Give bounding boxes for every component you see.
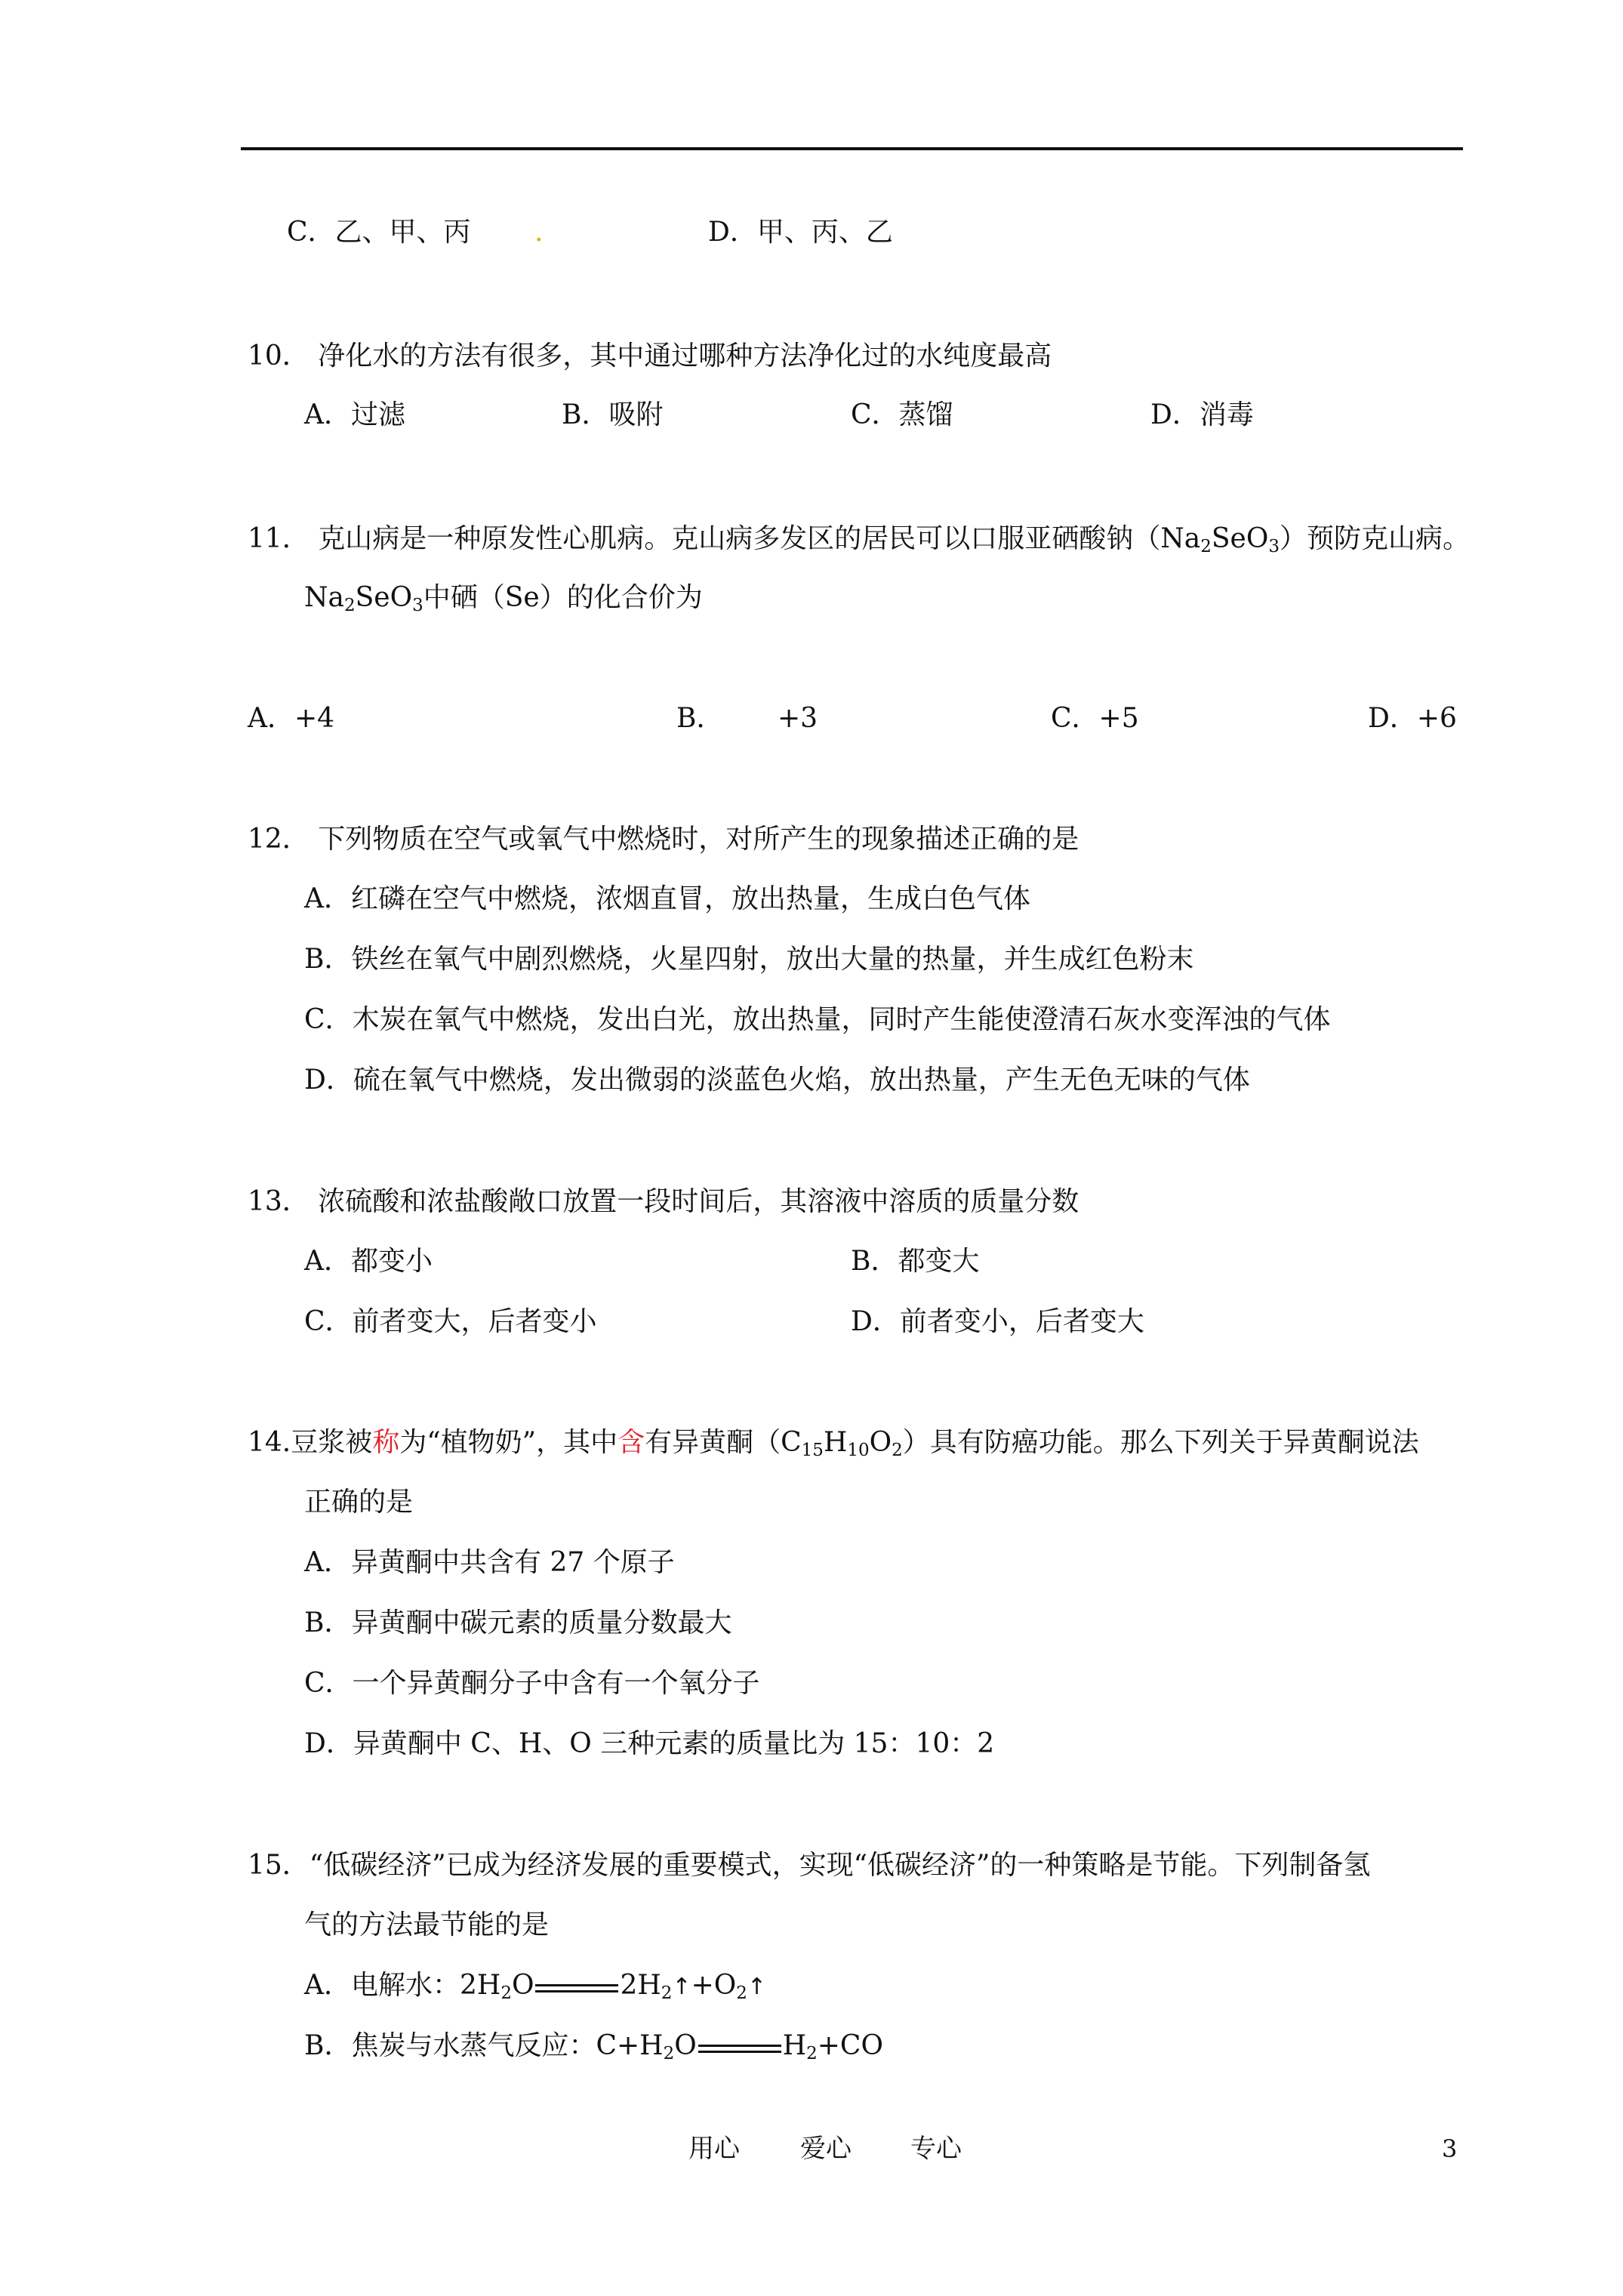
question-10-stem: 10． 净化水的方法有很多，其中通过哪种方法净化过的水纯度最高 (248, 341, 1052, 371)
option-b: B． (676, 703, 724, 734)
footer-item: 专心 (910, 2134, 962, 2164)
stray-dot: . (534, 217, 544, 248)
option-d: D．异黄酮中 C、H、O 三种元素的质量比为 15：10：2 (304, 1728, 995, 1759)
option-c: C．一个异黄酮分子中含有一个氧分子 (304, 1668, 760, 1699)
option-d: D．+6 (1368, 703, 1457, 734)
question-12-stem: 12． 下列物质在空气或氧气中燃烧时，对所产生的现象描述正确的是 (248, 824, 1079, 855)
option-b: B．都变大 (851, 1246, 980, 1277)
equals-sign (698, 2034, 781, 2061)
option-c: C．+5 (1051, 703, 1139, 734)
question-13-stem: 13． 浓硫酸和浓盐酸敞口放置一段时间后，其溶液中溶质的质量分数 (248, 1186, 1079, 1217)
option-d: D．硫在氧气中燃烧，发出微弱的淡蓝色火焰，放出热量，产生无色无味的气体 (304, 1065, 1250, 1096)
page-number: 3 (1442, 2134, 1458, 2163)
footer-item: 用心 (688, 2134, 740, 2164)
question-15-stem: 15．“低碳经济”已成为经济发展的重要模式，实现“低碳经济”的一种策略是节能。下列制备氢 (248, 1850, 1371, 1881)
question-11-stem-line2: $Na_2SeO_3$中硒（Se）的化合价为 (304, 582, 703, 615)
option-d: D．甲、丙、乙 (708, 217, 893, 248)
option-c: C．乙、甲、丙 (287, 217, 471, 248)
option-c: C．木炭在氧气中燃烧，发出白光，放出热量，同时产生能使澄清石灰水变浑浊的气体 (304, 1004, 1331, 1035)
option-a: A．+4 (248, 703, 335, 734)
question-15-stem-line2: 气的方法最节能的是 (304, 1909, 550, 1940)
option-c: C．前者变大，后者变小 (304, 1306, 597, 1337)
option-a: A．过滤 (304, 399, 405, 430)
option-b: B．焦炭与水蒸气反应：$C+H_2O$ $H_2+CO$ (304, 2030, 883, 2063)
option-b: B．吸附 (562, 399, 664, 430)
option-a: A．异黄酮中共含有 27 个原子 (304, 1547, 675, 1578)
option-a: A．都变小 (304, 1246, 433, 1277)
question-11-stem: 11． 克山病是一种原发性心肌病。克山病多发区的居民可以口服亚硒酸钠$(Na_2SeO_3)$预防克山病。 (248, 523, 1470, 556)
equals-sign (535, 1974, 618, 2001)
gas-arrow-icon: ↑ (747, 1974, 767, 2000)
option-d: D．前者变小，后者变大 (851, 1306, 1144, 1337)
option-b-value: +3 (778, 703, 818, 734)
option-b: B．铁丝在氧气中剧烈燃烧，火星四射，放出大量的热量，并生成红色粉末 (304, 944, 1194, 975)
option-c: C．蒸馏 (851, 399, 953, 430)
footer-item: 爱心 (800, 2134, 852, 2164)
gas-arrow-icon: ↑ (672, 1974, 691, 2000)
question-14-stem-line2: 正确的是 (304, 1487, 414, 1518)
option-b: B．异黄酮中碳元素的质量分数最大 (304, 1607, 732, 1638)
option-a: A．红磷在空气中燃烧，浓烟直冒，放出热量，生成白色气体 (304, 883, 1030, 914)
option-a: A．电解水：$2H_2O$ $2H_2↑+O_2↑$ (304, 1970, 767, 2003)
option-d: D．消毒 (1150, 399, 1254, 430)
question-14-stem: 14.豆浆被称为“植物奶”，其中含有异黄酮$(C_{15}H_{10}O_2)$具有防癌功能。那么下列关于异黄酮说法 (248, 1427, 1419, 1460)
header-rule (241, 147, 1463, 150)
